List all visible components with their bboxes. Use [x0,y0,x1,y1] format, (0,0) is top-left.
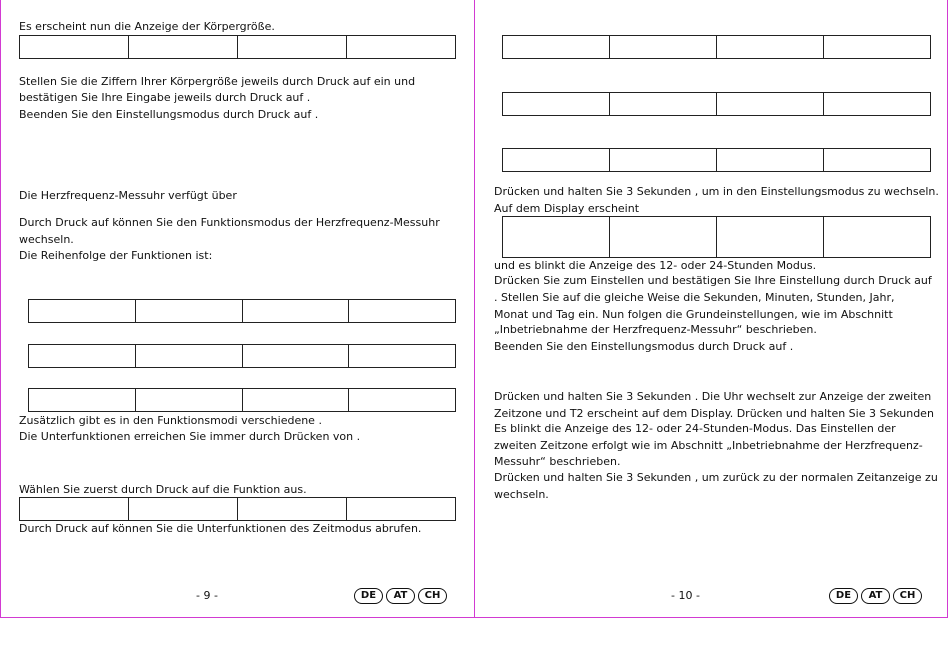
paragraph-line: bestätigen Sie Ihre Eingabe jeweils durch Druck auf . [19,91,311,104]
paragraph-line: Auf dem Display erscheint [494,202,640,215]
display-table [502,35,931,59]
table-cell [29,300,136,322]
table-cell [129,498,238,520]
table-cell [503,93,610,115]
paragraph-line: Die Herzfrequenz-Messuhr verfügt über [19,189,237,202]
table-cell [238,498,347,520]
page-border-right [947,0,948,618]
country-badge-de: DE [829,588,858,604]
paragraph-line: Monat und Tag ein. Nun folgen die Grundeinstellungen, wie im Abschnitt [494,308,893,321]
table-cell [136,345,243,367]
country-badge-ch: CH [418,588,447,604]
country-badge-ch: CH [893,588,922,604]
paragraph-line: Es erscheint nun die Anzeige der Körpergröße. [19,20,275,33]
paragraph-line: Die Reihenfolge der Funktionen ist: [19,249,213,262]
table-cell [136,389,243,411]
table-cell [29,345,136,367]
table-cell [20,498,129,520]
country-badge-at: AT [386,588,415,604]
table-cell [129,36,238,58]
time-mode-table [19,497,456,521]
country-badges [829,588,922,604]
paragraph-line: Die Unterfunktionen erreichen Sie immer durch Drücken von . [19,430,361,443]
country-badge-de: DE [354,588,383,604]
paragraph-line: Stellen Sie die Ziffern Ihrer Körpergröße jeweils durch Druck auf ein und [19,75,416,88]
paragraph-line: zweiten Zeitzone erfolgt wie im Abschnitt „Inbetriebnahme der Herzfrequenz- [494,439,923,452]
page-number: - 10 - [671,589,700,602]
paragraph-line: Drücken Sie zum Einstellen und bestätigen Sie Ihre Einstellung durch Druck auf [494,274,932,287]
country-badge-at: AT [861,588,890,604]
paragraph-line: und es blinkt die Anzeige des 12- oder 24-Stunden Modus. [494,259,817,272]
table-cell [29,389,136,411]
table-cell [136,300,243,322]
table-cell [717,36,824,58]
table-cell [243,300,350,322]
function-table [28,299,456,323]
page-divider [474,0,475,618]
table-cell [824,36,930,58]
table-cell [347,498,455,520]
paragraph-line: Durch Druck auf können Sie die Unterfunktionen des Zeitmodus abrufen. [19,522,422,535]
table-cell [717,149,824,171]
table-cell [347,36,455,58]
paragraph-line: Drücken und halten Sie 3 Sekunden , um in den Einstellungsmodus zu wechseln. [494,185,939,198]
function-table [28,344,456,368]
paragraph-line: Messuhr“ beschrieben. [494,455,621,468]
paragraph-line: Beenden Sie den Einstellungsmodus durch Druck auf . [494,340,794,353]
table-cell [243,389,350,411]
display-table [502,216,931,258]
table-cell [824,93,930,115]
function-table [28,388,456,412]
paragraph-line: „Inbetriebnahme der Herzfrequenz-Messuhr“ beschrieben. [494,323,817,336]
table-cell [243,345,350,367]
table-cell [717,217,824,257]
display-table [502,148,931,172]
table-cell [824,217,930,257]
table-cell [349,300,455,322]
page-border-bottom [0,617,948,618]
table-cell [610,217,717,257]
paragraph-line: . Stellen Sie auf die gleiche Weise die Sekunden, Minuten, Stunden, Jahr, [494,291,895,304]
table-cell [349,345,455,367]
paragraph-line: wechseln. [19,233,74,246]
display-table [19,35,456,59]
paragraph-line: Zeitzone und T2 erscheint auf dem Display. Drücken und halten Sie 3 Sekunden [494,407,934,420]
table-cell [503,149,610,171]
table-cell [349,389,455,411]
table-cell [717,93,824,115]
paragraph-line: Wählen Sie zuerst durch Druck auf die Funktion aus. [19,483,307,496]
page-border-left [0,0,1,618]
table-cell [503,217,610,257]
display-table [502,92,931,116]
paragraph-line: Zusätzlich gibt es in den Funktionsmodi verschiedene . [19,414,322,427]
paragraph-line: Durch Druck auf können Sie den Funktionsmodus der Herzfrequenz-Messuhr [19,216,440,229]
table-cell [610,149,717,171]
table-cell [610,93,717,115]
paragraph-line: Drücken und halten Sie 3 Sekunden . Die Uhr wechselt zur Anzeige der zweiten [494,390,932,403]
table-cell [503,36,610,58]
table-cell [824,149,930,171]
table-cell [20,36,129,58]
paragraph-line: Beenden Sie den Einstellungsmodus durch Druck auf . [19,108,319,121]
paragraph-line: Drücken und halten Sie 3 Sekunden , um zurück zu der normalen Zeitanzeige zu [494,471,938,484]
country-badges [354,588,447,604]
table-cell [610,36,717,58]
table-cell [238,36,347,58]
paragraph-line: Es blinkt die Anzeige des 12- oder 24-Stunden-Modus. Das Einstellen der [494,422,896,435]
page-number: - 9 - [196,589,218,602]
paragraph-line: wechseln. [494,488,549,501]
